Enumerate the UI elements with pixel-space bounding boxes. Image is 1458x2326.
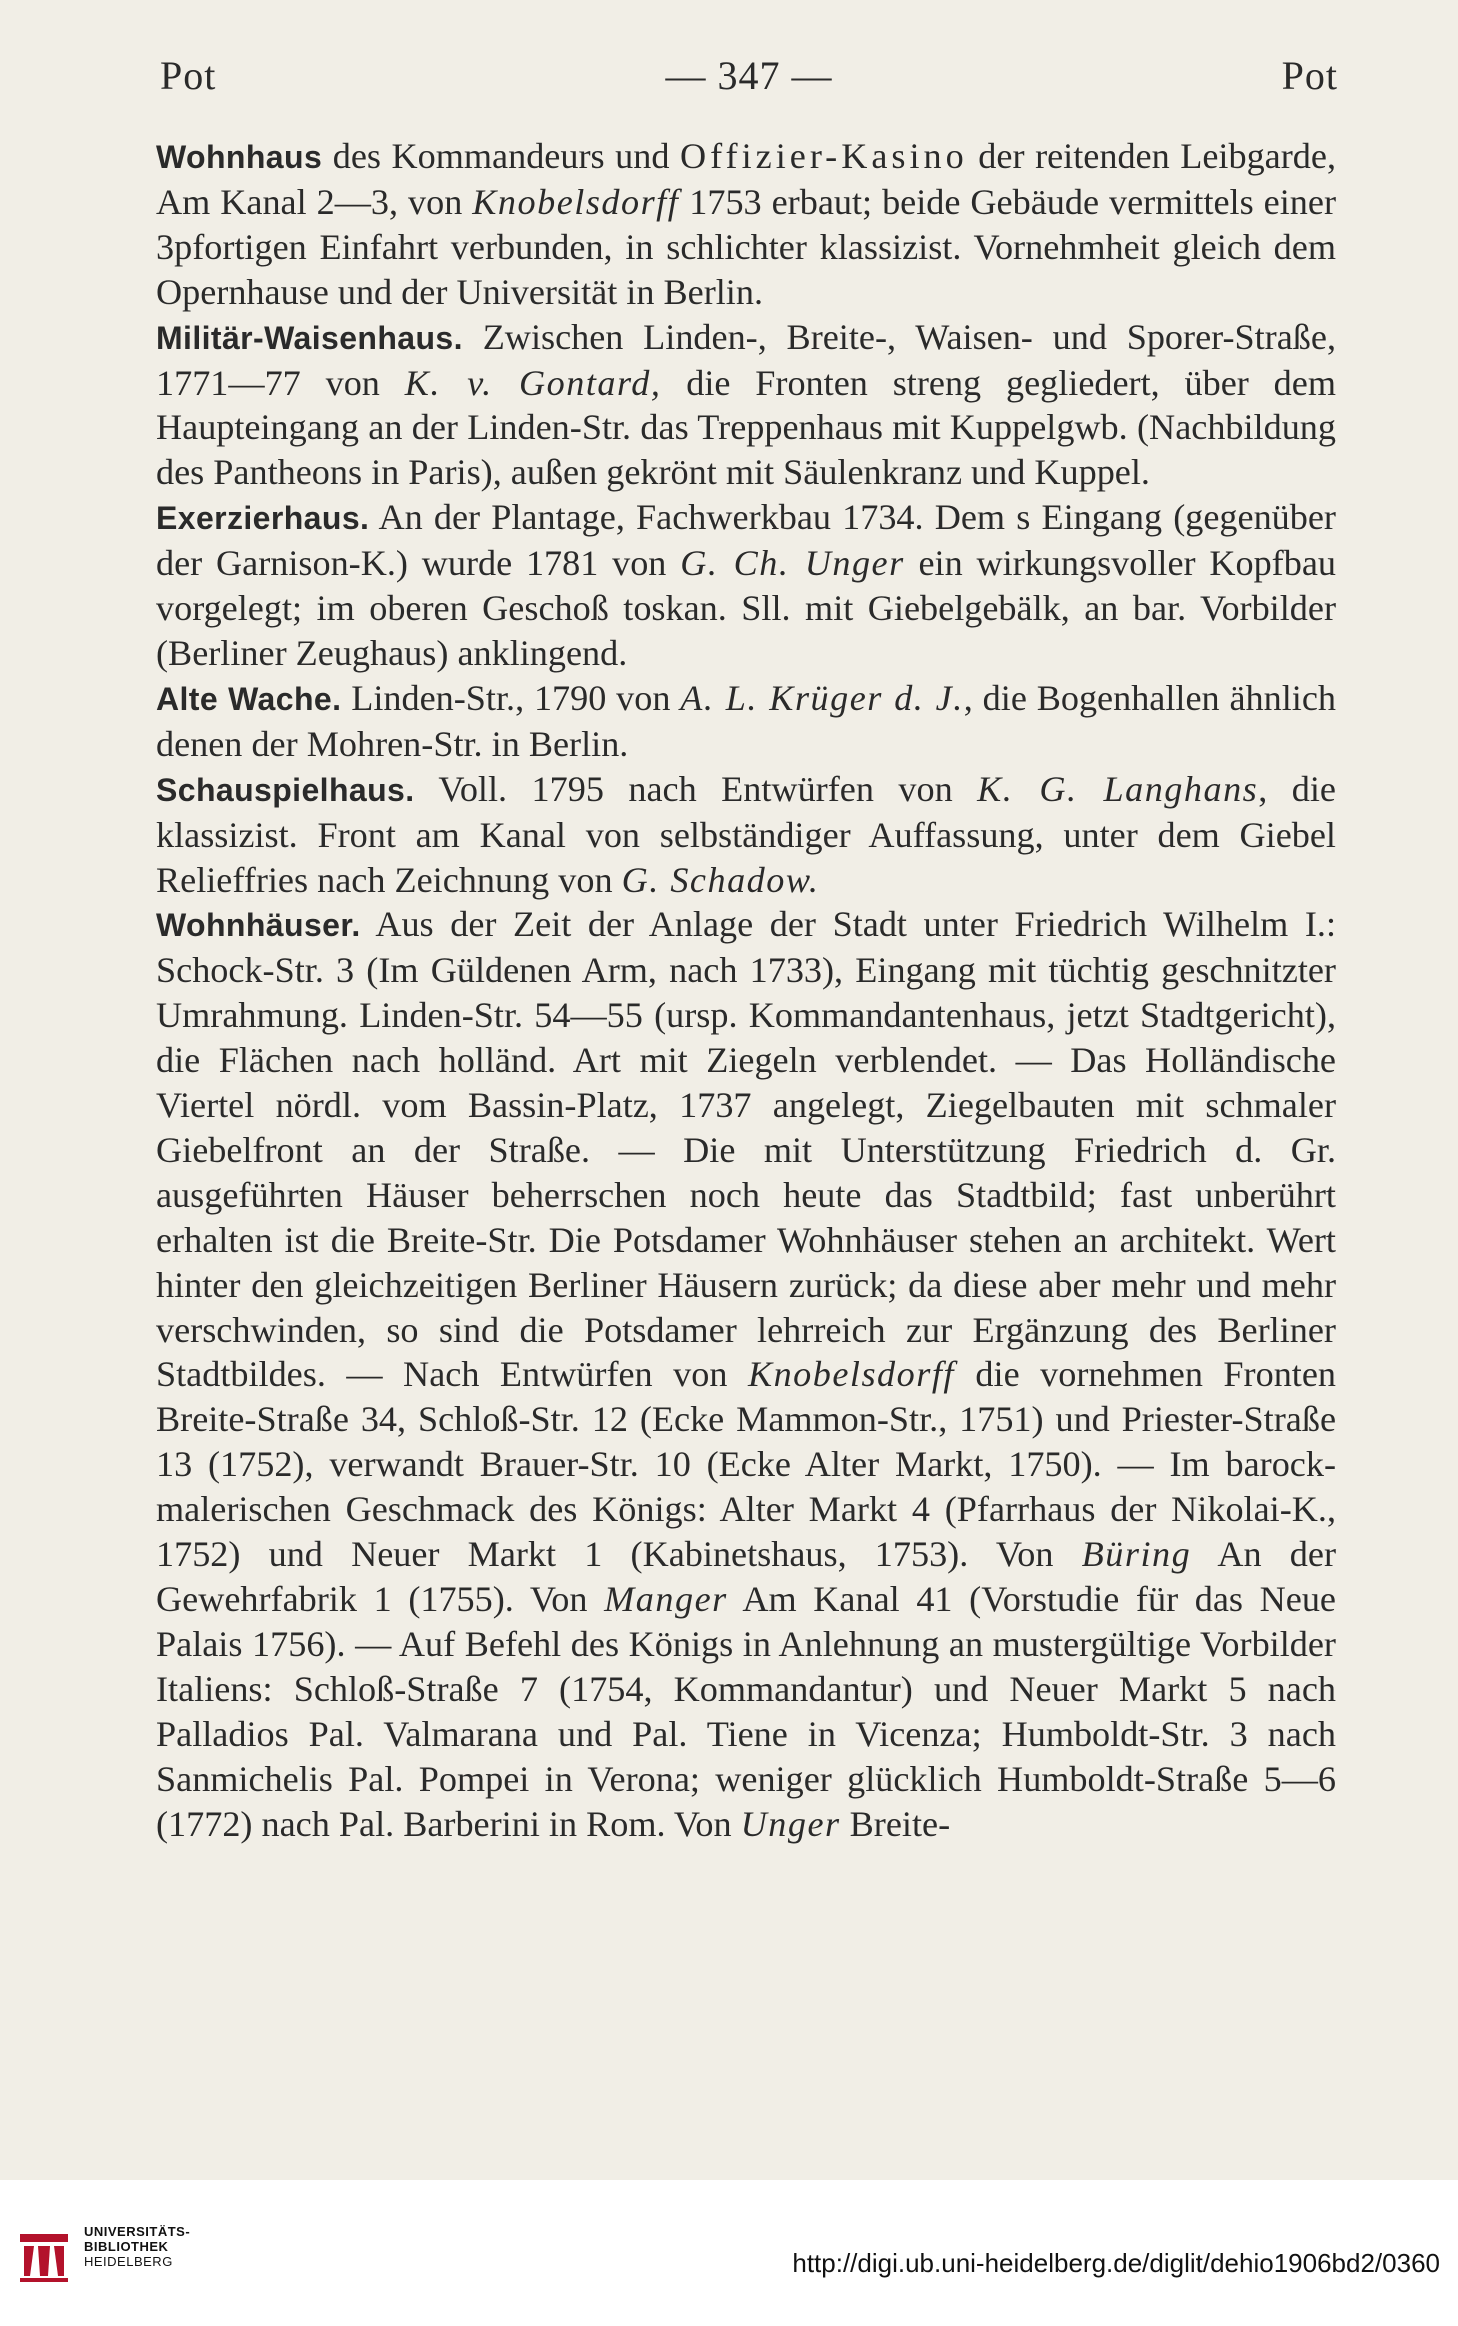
entry-paragraph	[156, 676, 1336, 767]
entry-text: Aus der Zeit der Anlage der Stadt unter Friedrich Wilhelm I.: Schock-Str. 3 (Im Güldenen Arm, nach 1733), Eingang mit tüchtig geschnitzter Umrahmung. Linden-Str. 54—55 (ursp. Kommandantenhaus, jetzt Stadtgericht), die Flächen nach holländ. Art mit Ziegeln verblendet. — Das Holländische Viertel nördl. vom Bassin-Platz, 1737 angelegt, Ziegelbauten mit schmaler Giebelfront an der Straße. — Die mit Unterstützung Friedrich d. Gr. ausgeführten Häuser beherrschen noch heute das Stadtbild; fast unberührt erhalten ist die Breite-Str. Die Potsdamer Wohnhäuser stehen an architekt. Wert hinter den gleichzeitigen Berliner Häusern zurück; da diese aber mehr und mehr verschwinden, so sind die Potsdamer lehrreich zur Ergänzung des Berliner Stadtbildes. — Nach Entwürfen von	[156, 904, 1336, 1395]
entry-text: Breite-	[840, 1803, 951, 1844]
entry-text: Am Kanal 41 (Vorstudie für das Neue Palais 1756). — Auf Befehl des Königs in Anlehnung an mustergültige Vorbilder Italiens: Schloß-Straße 7 (1754, Kommandantur) und Neuer Markt 5 nach Palladios Pal. Valmarana und Pal. Tiene in Vicenza; Humboldt-Str. 3 nach Sanmichelis Pal. Pompei in Verona; weniger glücklich Humboldt-Straße 5—6 (1772) nach Pal. Barberini in Rom. Von	[156, 1579, 1336, 1844]
entry-text: des Kommandeurs und	[322, 136, 681, 176]
library-name-line-2: BIBLIOTHEK	[84, 2239, 169, 2254]
entry-text: An der Gewehrfabrik 1 (1755). Von	[156, 1534, 1336, 1619]
entry-paragraph	[156, 767, 1336, 903]
entry-text: , die Bogenhallen ähnlich denen der Mohren-Str. in Berlin.	[156, 677, 1336, 764]
running-head-right: Pot	[1281, 53, 1338, 98]
entry-heading: Militär-Waisenhaus.	[156, 319, 463, 356]
running-head	[160, 52, 1338, 102]
entry-paragraph	[156, 902, 1336, 1846]
entry-heading: Alte Wache.	[156, 680, 342, 717]
library-seal-icon	[14, 2226, 74, 2286]
entry-heading: Wohnhaus	[156, 139, 323, 175]
page-number: — 347 —	[665, 53, 833, 98]
architect-name: A. L. Krüger d. J.	[680, 677, 964, 718]
architect-name: K. v. Gontard,	[404, 362, 662, 403]
architect-name: G. Ch. Unger	[680, 543, 905, 584]
entry-paragraph	[156, 495, 1336, 676]
architect-name: Unger	[740, 1803, 841, 1844]
entry-paragraph	[156, 134, 1336, 315]
entry-text: 1753 erbaut; beide Gebäude vermittels einer 3pfortigen Einfahrt verbunden, in schlichter klassizist. Vornehmheit gleich dem Opernhause und der Universität in Berlin.	[156, 181, 1336, 312]
entry-text: die vornehmen Fronten Breite-Straße 34, Schloß-Str. 12 (Ecke Mammon-Str., 1751) und Priester-Straße 13 (1752), verwandt Brauer-Str. 10 (Ecke Alter Markt, 1750). — Im barock-malerischen Geschmack des Königs: Alter Markt 4 (Pfarrhaus der Nikolai-K., 1752) und Neuer Markt 1 (Kabinetshaus, 1753). Von	[156, 1354, 1337, 1575]
architect-name: Knobelsdorff	[747, 1354, 955, 1395]
library-name	[84, 2224, 190, 2269]
entry-text: , die klassizist. Front am Kanal von selbständiger Auffassung, unter dem Giebel Relieffries nach Zeichnung von	[156, 768, 1336, 900]
body-text	[156, 134, 1336, 1846]
entry-text: Zwischen Linden-, Breite-, Waisen- und Sporer-Straße, 1771—77 von	[156, 316, 1336, 403]
spaced-text: Offizier-Kasino	[680, 136, 968, 176]
architect-name: Büring	[1081, 1534, 1192, 1575]
entry-text: Linden-Str., 1790 von	[341, 677, 681, 718]
library-name-line-3: HEIDELBERG	[84, 2254, 173, 2269]
entry-text: der reitenden Leibgarde, Am Kanal 2—3, von	[156, 136, 1336, 222]
running-head-left: Pot	[160, 53, 217, 98]
entry-paragraph	[156, 315, 1336, 496]
entry-text: Voll. 1795 nach Entwürfen von	[414, 768, 978, 809]
permalink-url[interactable]: http://digi.ub.uni-heidelberg.de/diglit/dehio1906bd2/0360	[792, 2248, 1440, 2278]
architect-name: K. G. Langhans	[977, 768, 1259, 809]
entry-text: An der Plantage, Fachwerkbau 1734. Dem s Eingang (gegenüber der Garnison-K.) wurde 1781 von	[156, 497, 1336, 584]
entry-heading: Exerzierhaus.	[156, 500, 370, 537]
architect-name: G. Schadow.	[621, 859, 820, 900]
architect-name: Knobelsdorff	[472, 181, 680, 222]
architect-name: Manger	[604, 1579, 728, 1619]
entry-heading: Schauspielhaus.	[156, 771, 415, 808]
entry-text: ein wirkungsvoller Kopfbau vorgelegt; im oberen Geschoß toskan. Sll. mit Giebelgebälk, an bar. Vorbilder (Berliner Zeughaus) anklingend.	[156, 543, 1336, 673]
library-logo	[14, 2220, 294, 2310]
library-name-line-1: UNIVERSITÄTS-	[84, 2224, 191, 2239]
footer	[0, 2180, 1458, 2326]
entry-text: die Fronten streng gegliedert, über dem Haupteingang an der Linden-Str. das Treppenhaus mit Kuppelgwb. (Nachbildung des Pantheons in Paris), außen gekrönt mit Säulenkranz und Kuppel.	[156, 362, 1336, 493]
entry-heading: Wohnhäuser.	[156, 907, 361, 944]
